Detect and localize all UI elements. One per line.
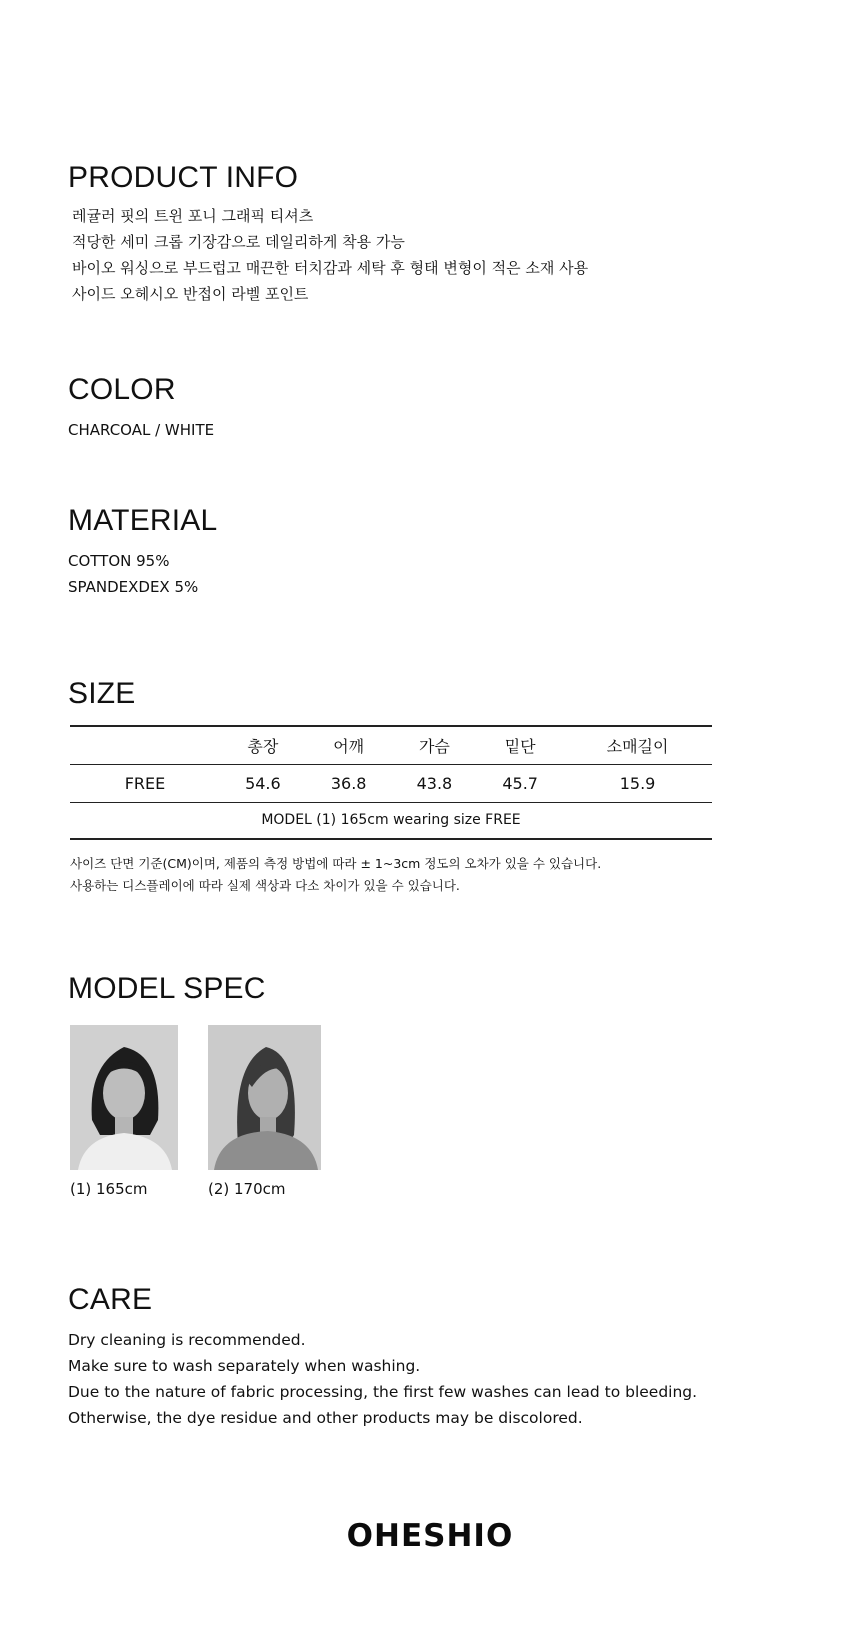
- product-info-heading: PRODUCT INFO: [68, 161, 299, 194]
- size-value-cell: 54.6: [245, 773, 281, 793]
- size-note: 사이즈 단면 기준(CM)이며, 제품의 측정 방법에 따라 ± 1~3cm 정도의 오차가 있을 수 있습니다.: [70, 856, 602, 871]
- color-heading: COLOR: [68, 373, 176, 406]
- size-header-hem: 밑단: [504, 736, 536, 756]
- size-value-cell: 36.8: [330, 773, 367, 793]
- model-note-row: [70, 802, 712, 839]
- product-info-line: 사이드 오헤시오 반접이 라벨 포인트: [72, 285, 309, 303]
- care-line: Make sure to wash separately when washing.: [68, 1357, 421, 1375]
- size-note: 사용하는 디스플레이에 따라 실제 색상과 다소 차이가 있을 수 있습니다.: [70, 878, 460, 893]
- size-header-sleeve: 소매길이: [606, 736, 669, 756]
- model-card: [70, 1025, 178, 1198]
- care-section: [68, 1283, 697, 1431]
- size-value-cell: 45.7: [502, 773, 538, 793]
- model-spec-heading: MODEL SPEC: [68, 972, 266, 1005]
- size-value-cell: 15.9: [619, 773, 656, 793]
- product-info-lines: [72, 203, 588, 307]
- color-section: [68, 373, 214, 443]
- size-section: [68, 677, 135, 711]
- care-line: Otherwise, the dye residue and other products may be discolored.: [68, 1409, 583, 1427]
- material-section: [68, 504, 217, 600]
- size-table-header-row: [70, 726, 712, 764]
- size-label-cell: FREE: [124, 773, 166, 793]
- size-table: [70, 725, 712, 840]
- model-caption: (1) 165cm: [70, 1180, 148, 1198]
- model-caption: (2) 170cm: [208, 1180, 286, 1198]
- material-line: SPANDEXDEX 5%: [68, 578, 199, 596]
- model-card: [208, 1025, 321, 1198]
- care-line: Due to the nature of fabric processing, the first few washes can lead to bleeding.: [68, 1383, 698, 1401]
- size-value-cell: 43.8: [416, 773, 453, 793]
- model-photo: [208, 1025, 321, 1170]
- model-photo: [70, 1025, 178, 1170]
- material-heading: MATERIAL: [68, 504, 218, 537]
- product-info-line: 적당한 세미 크롭 기장감으로 데일리하게 착용 가능: [72, 233, 405, 251]
- product-info-line: 레귤러 핏의 트윈 포니 그래픽 티셔츠: [72, 207, 314, 225]
- product-info-line: 바이오 워싱으로 부드럽고 매끈한 터치감과 세탁 후 형태 변형이 적은 소재 사용: [72, 259, 589, 277]
- material-line: COTTON 95%: [68, 552, 170, 570]
- size-notes: [70, 853, 601, 897]
- product-info-section: [68, 161, 588, 307]
- model-spec-section: [68, 972, 266, 1006]
- size-header-chest: 가슴: [418, 736, 450, 756]
- model-note: MODEL (1) 165cm wearing size FREE: [261, 812, 521, 829]
- model-photos: [70, 1025, 351, 1198]
- size-header-length: 총장: [247, 736, 279, 756]
- care-line: Dry cleaning is recommended.: [68, 1331, 306, 1349]
- size-header-shoulder: 어깨: [333, 736, 365, 756]
- color-value: CHARCOAL / WHITE: [68, 421, 215, 439]
- size-header-blank: [70, 726, 220, 764]
- table-row: [70, 764, 712, 802]
- care-heading: CARE: [68, 1283, 153, 1316]
- size-heading: SIZE: [68, 677, 136, 710]
- brand-logo: OHESHIO: [346, 1518, 514, 1554]
